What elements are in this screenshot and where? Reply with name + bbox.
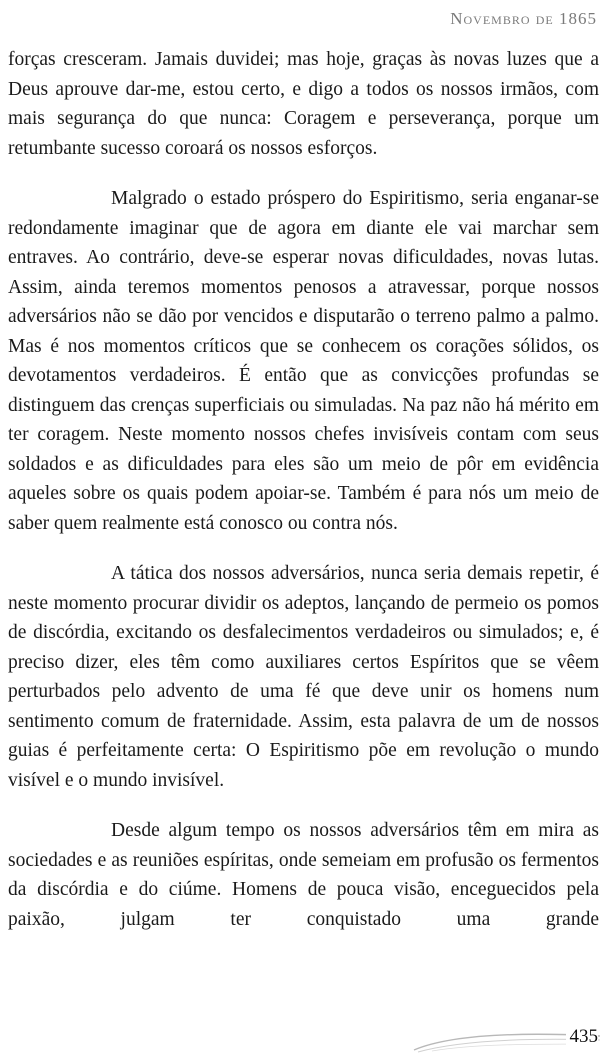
paragraph-2: Malgrado o estado próspero do Espiritismo, seria enganar-se redondamente imaginar que de agora em diante ele vai marchar sem entraves. Ao contrário, deve-se esperar novas dificuldades, novas lutas. Assim, ainda teremos momentos penosos a atravessar, porque nossos adversários não se dão por vencidos e disputarão o terreno palmo a palmo. Mas é nos momentos críticos que se conhecem os corações sólidos, os devotamentos verdadeiros. É então que as convicções profundas se distinguem das crenças superficiais ou simuladas. Na paz não há mérito em ter coragem. Neste momento nossos chefes invisíveis contam com seus soldados e as dificuldades para eles são um meio de pôr em evidência aqueles sobre os quais podem apoiar-se. Também é para nós um meio de saber quem realmente está conosco ou contra nós. [8, 188, 599, 534]
running-header: Novembro de 1865 [450, 9, 597, 28]
page-number: 435 [566, 1026, 599, 1048]
paragraph-3: A tática dos nossos adversários, nunca seria demais repetir, é neste momento procurar dividir os adeptos, lançando de permeio os pomos de discórdia, excitando os desfalecimentos verdadeiros ou simulados; e, é preciso dizer, eles têm como auxiliares certos Espíritos que se vêem perturbados pelo advento de uma fé que deve unir os homens num sentimento comum de fraternidade. Assim, esta palavra de um de nossos guias é perfeitamente certa: O Espiritismo põe em revolução o mundo visível e o mundo invisível. [8, 563, 599, 791]
page-body [8, 45, 599, 934]
paragraph-1: forças cresceram. Jamais duvidei; mas hoje, graças às novas luzes que a Deus aprouve dar-me, estou certo, e digo a todos os nossos irmãos, com mais segurança do que nunca: Coragem e perseverança, porque um retumbante sucesso coroará os nossos esforços. [8, 49, 599, 159]
paragraph-4: Desde algum tempo os nossos adversários têm em mira as sociedades e as reuniões espíritas, onde semeiam em profusão os fermentos da discórdia e do ciúme. Homens de pouca visão, enceguecidos pela paixão, julgam ter conquistado uma grande [8, 820, 599, 930]
